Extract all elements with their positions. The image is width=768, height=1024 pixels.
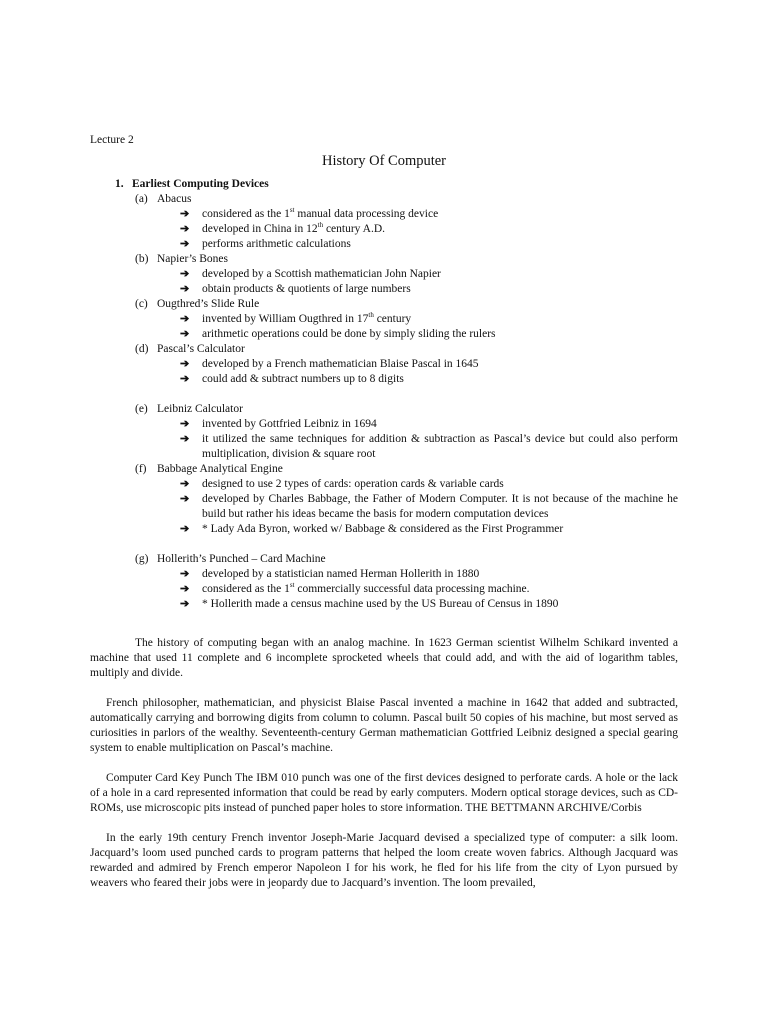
device-letter: (c) <box>135 298 148 310</box>
bullet-text: * Hollerith made a census machine used by the US Bureau of Census in 1890 <box>202 598 559 610</box>
ordinal-suffix: th <box>368 311 374 320</box>
arrow-bullet-icon: ➔ <box>180 328 190 340</box>
device-list <box>90 192 678 612</box>
device-name: Napier’s Bones <box>157 253 229 265</box>
bullet-text: developed in China in 12 <box>202 223 318 235</box>
bullet-item <box>180 567 678 582</box>
bullet-item <box>180 417 678 432</box>
device-item <box>135 552 678 567</box>
body-paragraphs <box>90 636 678 891</box>
arrow-bullet-icon: ➔ <box>180 313 190 325</box>
body-paragraph: French philosopher, mathematician, and physicist Blaise Pascal invented a machine in 1642 that added and subtracted, automatically carrying and borrowing digits from column to column. Pascal built 50 copies of his machine, but most served as curiosities in parlors of the wealthy. Seventeenth-century German mathematician Gottfried Leibniz designed a special gearing system to enable multiplication on Pascal’s machine. <box>90 697 678 754</box>
bullet-text-continued: century A.D. <box>323 223 386 235</box>
bullet-text: developed by a Scottish mathematician John Napier <box>202 268 441 280</box>
bullet-text: invented by William Ougthred in 17 <box>202 313 369 325</box>
ordinal-suffix: st <box>289 206 295 215</box>
arrow-bullet-icon: ➔ <box>180 358 190 370</box>
arrow-bullet-icon: ➔ <box>180 478 190 490</box>
device-name: Pascal’s Calculator <box>157 343 245 355</box>
bullet-text: invented by Gottfried Leibniz in 1694 <box>202 418 377 430</box>
bullet-text: considered as the 1 <box>202 208 290 220</box>
bullet-item <box>180 477 678 492</box>
device-item <box>135 402 678 417</box>
device-name: Ougthred’s Slide Rule <box>157 298 260 310</box>
device-letter: (d) <box>135 343 149 355</box>
arrow-bullet-icon: ➔ <box>180 238 190 250</box>
device-letter: (f) <box>135 463 147 475</box>
section-title: Earliest Computing Devices <box>132 178 269 190</box>
bullet-text-continued: manual data processing device <box>294 208 439 220</box>
bullet-item <box>180 492 678 522</box>
bullet-text-continued: century <box>373 313 412 325</box>
arrow-bullet-icon: ➔ <box>180 283 190 295</box>
ordinal-suffix: st <box>289 581 295 590</box>
bullet-item <box>180 207 678 222</box>
arrow-bullet-icon: ➔ <box>180 568 190 580</box>
device-item <box>135 297 678 312</box>
section-number: 1. <box>115 178 124 190</box>
device-item <box>135 192 678 207</box>
bullet-item <box>180 267 678 282</box>
body-paragraph: Computer Card Key Punch The IBM 010 punch was one of the first devices designed to perforate cards. A hole or the lack of a hole in a card represented information that could be read by early computers. Modern optical storage devices, such as CD-ROMs, use microscopic pits instead of punched paper holes to store information. THE BETTMANN ARCHIVE/Corbis <box>90 772 678 814</box>
arrow-bullet-icon: ➔ <box>180 583 190 595</box>
bullet-text: designed to use 2 types of cards: operation cards & variable cards <box>202 478 504 490</box>
bullet-item <box>180 597 678 612</box>
page-title: History Of Computer <box>321 153 447 169</box>
bullet-text-continued: commercially successful data processing machine. <box>294 583 530 595</box>
arrow-bullet-icon: ➔ <box>180 208 190 220</box>
device-name: Hollerith’s Punched – Card Machine <box>157 553 326 565</box>
arrow-bullet-icon: ➔ <box>180 268 190 280</box>
document-body <box>90 133 678 891</box>
device-item <box>135 252 678 267</box>
bullet-item <box>180 357 678 372</box>
bullet-text: considered as the 1 <box>202 583 290 595</box>
device-item <box>135 462 678 477</box>
bullet-item <box>180 582 678 597</box>
body-paragraph: The history of computing began with an analog machine. In 1623 German scientist Wilhelm Schikard invented a machine that used 11 complete and 6 incomplete sprocketed wheels that could add, and with the aid of logarithm tables, multiply and divide. <box>90 637 678 679</box>
bullet-text: performs arithmetic calculations <box>202 238 351 250</box>
bullet-text: * Lady Ada Byron, worked w/ Babbage & considered as the First Programmer <box>202 523 564 535</box>
bullet-item <box>180 327 678 342</box>
device-letter: (e) <box>135 403 148 415</box>
arrow-bullet-icon: ➔ <box>180 433 190 445</box>
bullet-item <box>180 372 678 387</box>
device-letter: (a) <box>135 193 148 205</box>
ordinal-suffix: th <box>317 221 324 230</box>
device-item <box>135 342 678 357</box>
device-letter: (g) <box>135 553 149 565</box>
arrow-bullet-icon: ➔ <box>180 223 190 235</box>
bullet-text: developed by a statistician named Herman Hollerith in 1880 <box>202 568 480 580</box>
bullet-item <box>180 432 678 462</box>
device-name: Abacus <box>157 193 192 205</box>
bullet-item <box>180 522 678 537</box>
bullet-text: it utilized the same techniques for addition & subtraction as Pascal’s device but could also perform multiplication, division & square root <box>202 433 678 460</box>
bullet-text: could add & subtract numbers up to 8 digits <box>202 373 404 385</box>
bullet-item <box>180 237 678 252</box>
arrow-bullet-icon: ➔ <box>180 493 190 505</box>
device-name: Leibniz Calculator <box>157 403 243 415</box>
arrow-bullet-icon: ➔ <box>180 418 190 430</box>
bullet-item <box>180 312 678 327</box>
arrow-bullet-icon: ➔ <box>180 598 190 610</box>
bullet-text: arithmetic operations could be done by simply sliding the rulers <box>202 328 496 340</box>
bullet-text: developed by a French mathematician Blaise Pascal in 1645 <box>202 358 479 370</box>
section-heading <box>115 177 678 192</box>
arrow-bullet-icon: ➔ <box>180 523 190 535</box>
bullet-item <box>180 282 678 297</box>
device-letter: (b) <box>135 253 149 265</box>
bullet-text: obtain products & quotients of large numbers <box>202 283 411 295</box>
arrow-bullet-icon: ➔ <box>180 373 190 385</box>
lecture-label: Lecture 2 <box>90 134 134 146</box>
body-paragraph: In the early 19th century French inventor Joseph-Marie Jacquard devised a specialized type of computer: a silk loom. Jacquard’s loom used punched cards to program patterns that helped the loom create woven fabrics. Although Jacquard was rewarded and admired by French emperor Napoleon I for his work, he fled for his life from the city of Lyon pursued by weavers who feared their jobs were in jeopardy due to Jacquard’s invention. The loom prevailed, <box>90 832 678 889</box>
bullet-item <box>180 222 678 237</box>
device-name: Babbage Analytical Engine <box>157 463 283 475</box>
bullet-text: developed by Charles Babbage, the Father of Modern Computer. It is not because of the machine he build but rather his ideas became the basis for modern computation devices <box>202 493 678 520</box>
